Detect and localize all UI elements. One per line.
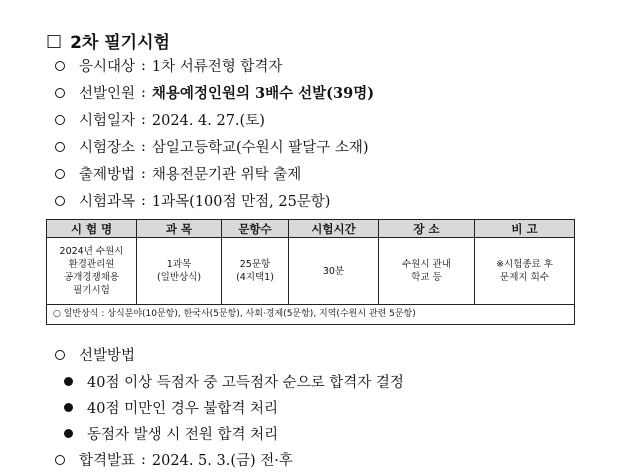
selection-bullet — [64, 397, 278, 418]
square-bullet-icon: □ — [46, 30, 63, 51]
selection-label: 선발방법 — [79, 348, 136, 364]
column-header: 시 험 명 — [47, 220, 137, 238]
info-label: 응시대상 — [79, 59, 136, 75]
info-value: 1과목(100점 만점, 25문항) — [151, 194, 331, 210]
info-label: 시험일자 — [79, 113, 136, 129]
filled-bullet-icon — [64, 429, 73, 438]
info-value: 1차 서류전형 합격자 — [151, 59, 283, 75]
info-value: 채용전문기관 위탁 출제 — [151, 167, 302, 183]
selection-method — [55, 344, 135, 365]
cell-questions: 25문항 (4지택1) — [222, 238, 289, 305]
table-header-row — [47, 220, 575, 238]
section-title — [46, 28, 170, 53]
selection-text: 40점 이상 득점자 중 고득점자 순으로 합격자 결정 — [87, 375, 404, 391]
circle-bullet-icon — [55, 115, 65, 125]
info-label: 출제방법 — [79, 167, 136, 183]
announcement: 합격발표 : 2024. 5. 3.(금) 전·후 — [55, 449, 293, 470]
info-item-place: 시험장소 : 삼일고등학교(수원시 팔달구 소재) — [55, 136, 369, 157]
info-item-count: 선발인원 : 채용예정인원의 3배수 선발(39명) — [55, 82, 374, 103]
info-value: 채용예정인원의 3배수 선발(39명) — [151, 85, 375, 102]
column-header: 문항수 — [222, 220, 289, 238]
circle-bullet-icon — [55, 61, 65, 71]
info-value: 2024. 4. 27.(토) — [151, 113, 265, 129]
circle-bullet-icon — [55, 142, 65, 152]
info-item-method: 출제방법 : 채용전문기관 위탁 출제 — [55, 163, 301, 184]
filled-bullet-icon — [64, 403, 73, 412]
circle-bullet-icon — [55, 88, 65, 98]
selection-bullet — [64, 371, 404, 392]
info-label: 선발인원 — [79, 86, 136, 102]
table-note: ○ 일반상식 : 상식분야(10문항), 한국사(5문항), 사회·경제(5문항), 지역(수원시 관련 5문항) — [47, 305, 575, 325]
circle-bullet-icon — [55, 350, 65, 360]
info-value: 삼일고등학교(수원시 팔달구 소재) — [151, 140, 369, 156]
info-label: 시험과목 — [79, 194, 136, 210]
selection-text: 40점 미만인 경우 불합격 처리 — [87, 401, 278, 417]
info-item-subject: 시험과목 : 1과목(100점 만점, 25문항) — [55, 190, 330, 211]
circle-bullet-icon — [55, 196, 65, 206]
column-header: 장 소 — [379, 220, 475, 238]
circle-bullet-icon — [55, 455, 65, 465]
announcement-label: 합격발표 — [79, 453, 136, 469]
cell-subject: 1과목 (일반상식) — [137, 238, 222, 305]
selection-bullet — [64, 423, 278, 444]
cell-duration: 30분 — [289, 238, 379, 305]
circle-bullet-icon — [55, 169, 65, 179]
table-note-row — [47, 305, 575, 325]
cell-exam-name: 2024년 수원시 환경관리원 공개경쟁채용 필기시험 — [47, 238, 137, 305]
column-header: 과 목 — [137, 220, 222, 238]
info-item-target: 응시대상 : 1차 서류전형 합격자 — [55, 55, 282, 76]
announcement-value: 2024. 5. 3.(금) 전·후 — [151, 453, 293, 469]
cell-location: 수원시 관내 학교 등 — [379, 238, 475, 305]
exam-table — [46, 219, 575, 325]
column-header: 비 고 — [475, 220, 575, 238]
column-header: 시험시간 — [289, 220, 379, 238]
table-row — [47, 238, 575, 305]
info-label: 시험장소 — [79, 140, 136, 156]
filled-bullet-icon — [64, 377, 73, 386]
cell-remarks: ※시험종료 후 문제지 회수 — [475, 238, 575, 305]
info-item-date: 시험일자 : 2024. 4. 27.(토) — [55, 109, 265, 130]
selection-text: 동점자 발생 시 전원 합격 처리 — [87, 427, 279, 443]
section-title-text: 2차 필기시험 — [70, 33, 170, 53]
